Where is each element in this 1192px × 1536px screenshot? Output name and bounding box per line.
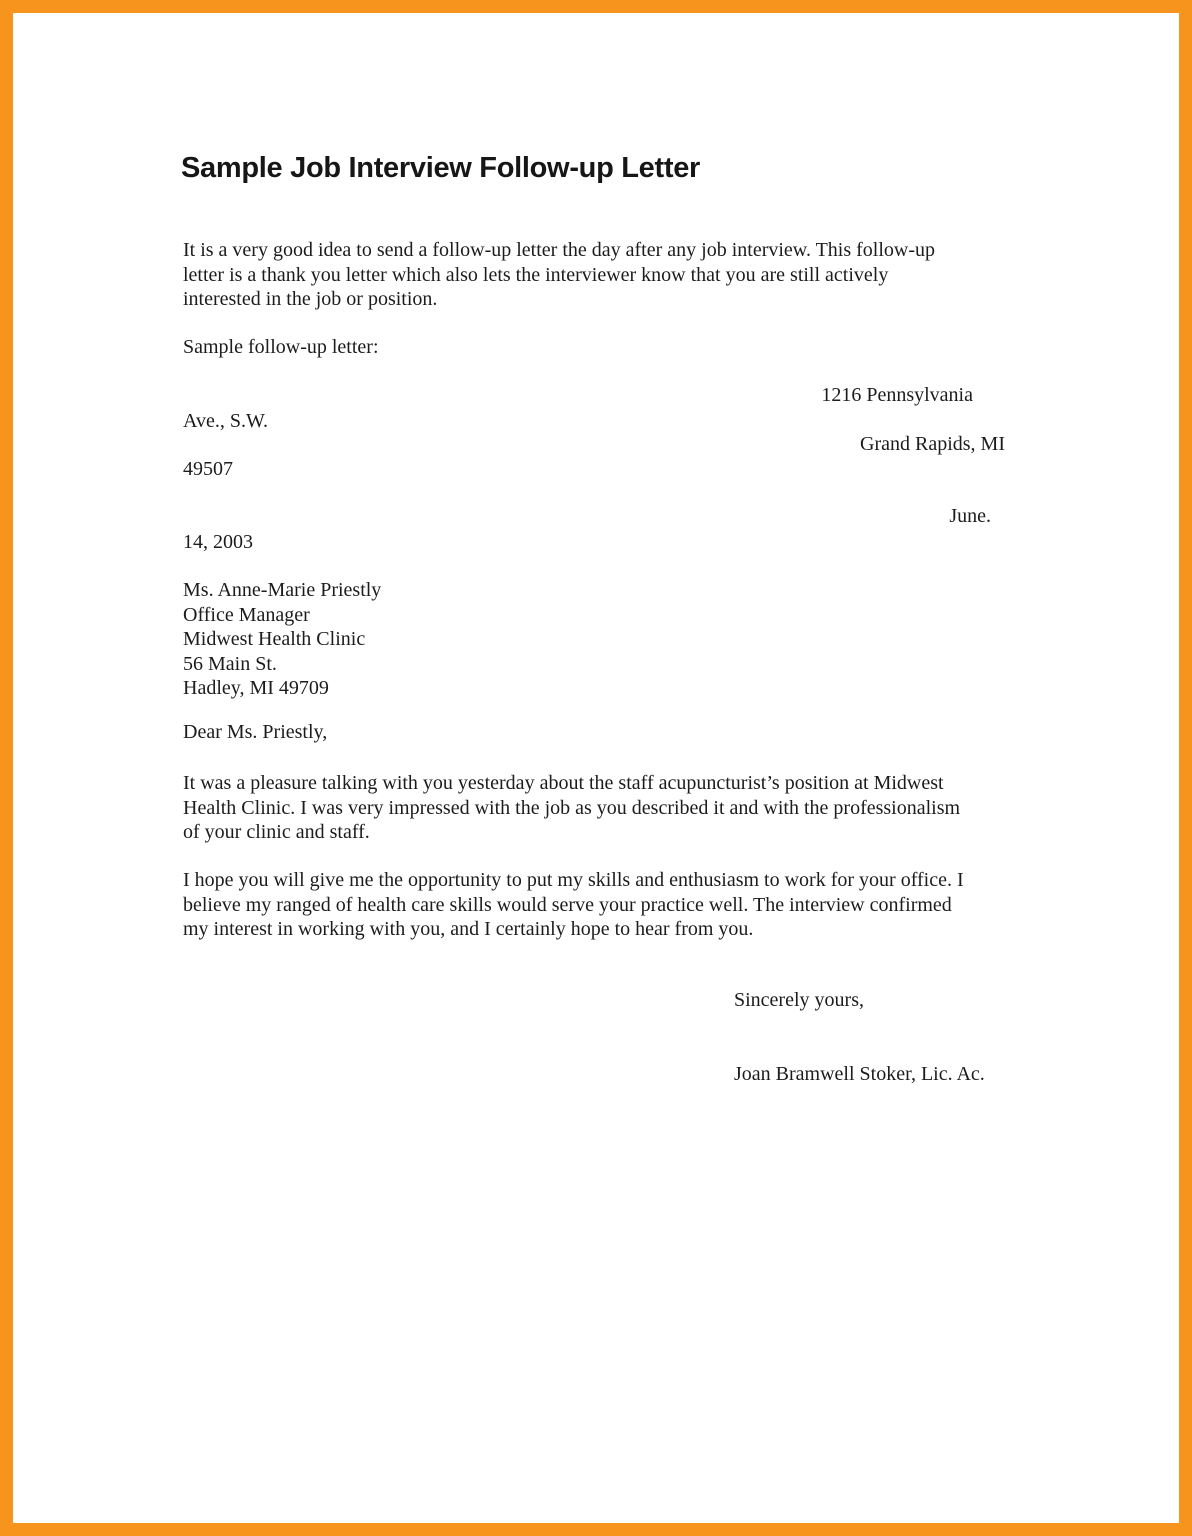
body-line: Health Clinic. I was very impressed with the job as you described it and with the professionalism <box>183 796 961 819</box>
body-line: I hope you will give me the opportunity to put my skills and enthusiasm to work for your office. I <box>183 869 964 891</box>
intro-paragraph <box>183 238 935 312</box>
intro-line: It is a very good idea to send a follow-up letter the day after any job interview. This follow-up <box>183 239 936 261</box>
recipient-city: Hadley, MI 49709 <box>183 677 329 699</box>
recipient-name: Ms. Anne-Marie Priestly <box>183 579 382 601</box>
letter-date-line: 14, 2003 <box>183 531 253 553</box>
intro-line: interested in the job or position. <box>183 288 438 310</box>
body-line: It was a pleasure talking with you yesterday about the staff acupuncturist’s position at Midwest <box>183 772 944 794</box>
salutation: Dear Ms. Priestly, <box>183 721 328 743</box>
body-paragraph-1 <box>183 771 960 845</box>
sender-address-line: Ave., S.W. <box>183 410 268 432</box>
closing: Sincerely yours, <box>734 989 864 1011</box>
letter-date-line: June. <box>949 505 991 527</box>
sender-address-line: 1216 Pennsylvania <box>821 384 973 406</box>
intro-line: letter is a thank you letter which also lets the interviewer know that you are still actively <box>183 263 889 286</box>
body-line: of your clinic and staff. <box>183 821 370 843</box>
body-line: believe my ranged of health care skills would serve your practice well. The interview confirmed <box>183 893 952 916</box>
recipient-street: 56 Main St. <box>183 652 277 675</box>
sender-address-line: 49507 <box>183 458 233 480</box>
recipient-address-block <box>183 578 381 701</box>
recipient-title: Office Manager <box>183 603 310 626</box>
document-title: Sample Job Interview Follow-up Letter <box>181 152 701 184</box>
recipient-company: Midwest Health Clinic <box>183 628 366 650</box>
signature-name: Joan Bramwell Stoker, Lic. Ac. <box>734 1063 985 1085</box>
body-paragraph-2 <box>183 868 964 942</box>
body-line: my interest in working with you, and I certainly hope to hear from you. <box>183 918 754 940</box>
sender-address-line: Grand Rapids, MI <box>860 433 1005 455</box>
sample-letter-label: Sample follow-up letter: <box>183 336 379 358</box>
